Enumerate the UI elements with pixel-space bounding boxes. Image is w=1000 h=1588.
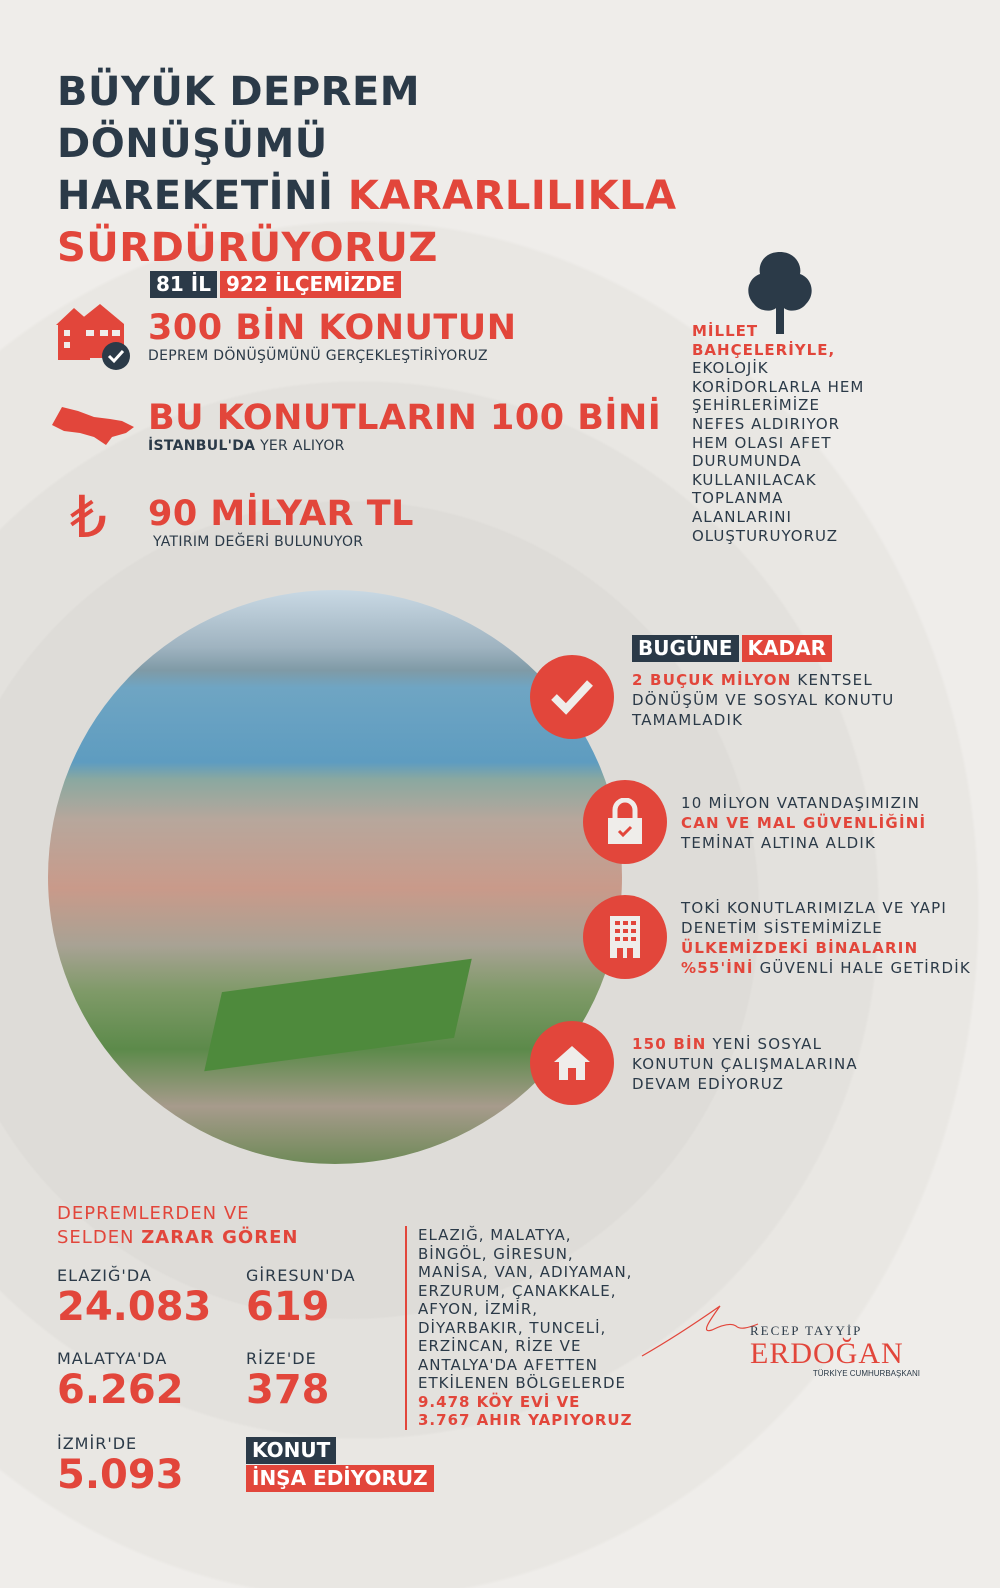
- achievement-text: 2 BUÇUK MİLYON KENTSEL DÖNÜŞÜM VE SOSYAL KONUTU TAMAMLADIK: [632, 671, 895, 729]
- city-stat: GİRESUN'DA 619: [246, 1266, 356, 1330]
- konut-badge: KONUT İNŞA EDİYORUZ: [246, 1437, 434, 1492]
- achievement-text: TOKİ KONUTLARIMIZLA VE YAPI DENETİM SİSTEMİMİZLE ÜLKEMİZDEKİ BİNALARIN %55'İNİ GÜVENLİ HALE GETİRDİK: [681, 899, 971, 977]
- city-stat: ELAZIĞ'DA 24.083: [57, 1266, 212, 1330]
- stat-headline: 90 MİLYAR TL: [148, 494, 414, 534]
- page-title: BÜYÜK DEPREM DÖNÜŞÜMÜ HAREKETİNİ KARARLILIKLA SÜRDÜRÜYORUZ: [57, 69, 677, 271]
- home-icon: [530, 1021, 614, 1105]
- stat-headline: BU KONUTLARIN 100 BİNİ: [148, 398, 662, 438]
- building-icon: [583, 895, 667, 979]
- city-stat: İZMİR'DE 5.093: [57, 1434, 184, 1498]
- check-icon: [530, 655, 614, 739]
- damaged-heading: DEPREMLERDEN VE SELDEN ZARAR GÖREN: [57, 1203, 299, 1248]
- achievement-text: 150 BİN YENİ SOSYAL KONUTUN ÇALIŞMALARINA DEVAM EDİYORUZ: [632, 1035, 858, 1093]
- houses-check-icon: [54, 300, 134, 372]
- achievement-text: 10 MİLYON VATANDAŞIMIZIN CAN VE MAL GÜVENLİĞİNİ TEMİNAT ALTINA ALDIK: [681, 794, 927, 852]
- stat-subtext: DEPREM DÖNÜŞÜMÜNÜ GERÇEKLEŞTİRİYORUZ: [148, 348, 488, 364]
- signature-name: RECEP TAYYİP ERDOĞAN TÜRKİYE CUMHURBAŞKANI: [750, 1323, 920, 1378]
- football-field: [204, 959, 472, 1072]
- scope-badge: 81 İL 922 İLÇEMİZDE: [150, 271, 401, 298]
- stat-subtext: YATIRIM DEĞERİ BULUNUYOR: [153, 534, 364, 550]
- signature: [640, 1300, 760, 1360]
- turkish-lira-icon: ₺: [70, 483, 107, 551]
- bugune-kadar-badge: BUGÜNE KADAR: [632, 635, 832, 662]
- lock-icon: [583, 780, 667, 864]
- regions-text: ELAZIĞ, MALATYA, BİNGÖL, GİRESUN, MANİSA, VAN, ADIYAMAN, ERZURUM, ÇANAKKALE, AFYON, İZMİR, DİYARBAKIR, TUNCELİ, ERZİNCAN, RİZE VE ANTALYA'DA AFETTEN ETKİLENEN BÖLGELERDE 9.478 KÖY EVİ VE 3.767 AHIR YAPIYORUZ: [405, 1226, 635, 1430]
- city-stat: RİZE'DE 378: [246, 1349, 330, 1413]
- stat-subtext: İSTANBUL'DA YER ALIYOR: [148, 438, 345, 454]
- city-stat: MALATYA'DA 6.262: [57, 1349, 184, 1413]
- stat-headline: 300 BİN KONUTUN: [148, 308, 517, 348]
- millet-bahceleri-text: MİLLET BAHÇELERİYLE, EKOLOJİK KORİDORLARLA HEM ŞEHİRLERİMİZE NEFES ALDIRIYOR HEM OLASI AFET DURUMUNDA KULLANILACAK TOPLANMA ALANLARINI OLUŞTURUYORUZ: [692, 322, 865, 545]
- istanbul-map-icon: [50, 403, 136, 448]
